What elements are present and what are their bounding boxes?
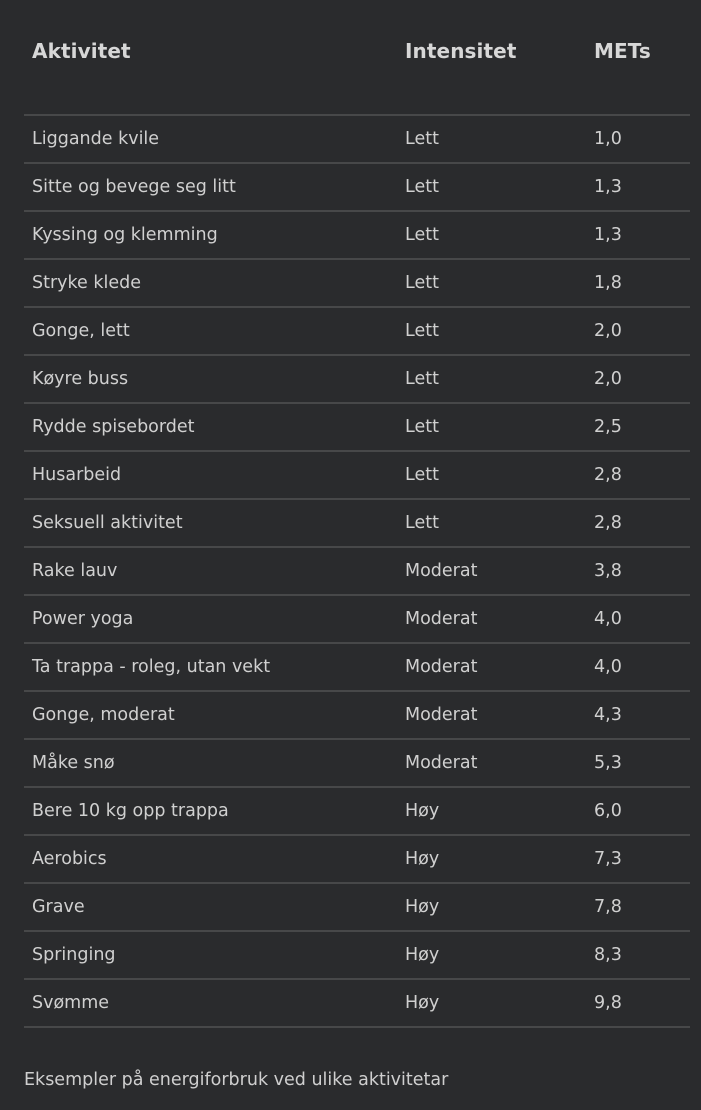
cell-mets: 1,8 [586,259,690,307]
header-intensity: Intensitet [397,20,586,115]
table-row [24,547,690,595]
cell-intensity: Lett [397,259,586,307]
cell-activity: Gonge, lett [24,307,397,355]
table-row [24,835,690,883]
table-row [24,451,690,499]
cell-mets: 5,3 [586,739,690,787]
cell-intensity: Moderat [397,595,586,643]
cell-activity: Køyre buss [24,355,397,403]
cell-mets: 2,5 [586,403,690,451]
cell-mets: 4,0 [586,643,690,691]
cell-intensity: Høy [397,835,586,883]
cell-activity: Springing [24,931,397,979]
cell-intensity: Lett [397,211,586,259]
table-row [24,883,690,931]
cell-mets: 4,0 [586,595,690,643]
cell-activity: Power yoga [24,595,397,643]
cell-mets: 4,3 [586,691,690,739]
cell-activity: Stryke klede [24,259,397,307]
cell-mets: 6,0 [586,787,690,835]
cell-activity: Bere 10 kg opp trappa [24,787,397,835]
cell-activity: Gonge, moderat [24,691,397,739]
cell-intensity: Moderat [397,547,586,595]
cell-activity: Aerobics [24,835,397,883]
cell-mets: 2,0 [586,307,690,355]
header-row [24,20,690,115]
table-row [24,787,690,835]
table-row [24,499,690,547]
header-mets: METs [586,20,690,115]
table-row [24,595,690,643]
cell-activity: Grave [24,883,397,931]
table-header [24,20,690,115]
table-row [24,403,690,451]
met-table [24,20,690,1028]
cell-intensity: Høy [397,931,586,979]
table-row [24,979,690,1027]
cell-intensity: Lett [397,163,586,211]
cell-activity: Kyssing og klemming [24,211,397,259]
table-row [24,643,690,691]
cell-activity: Rydde spisebordet [24,403,397,451]
cell-activity: Sitte og bevege seg litt [24,163,397,211]
cell-mets: 2,8 [586,499,690,547]
cell-mets: 3,8 [586,547,690,595]
table-caption: Eksempler på energiforbruk ved ulike aktivitetar [24,1070,449,1090]
cell-activity: Måke snø [24,739,397,787]
cell-activity: Ta trappa - roleg, utan vekt [24,643,397,691]
cell-intensity: Lett [397,403,586,451]
cell-mets: 1,3 [586,163,690,211]
cell-mets: 9,8 [586,979,690,1027]
cell-activity: Liggande kvile [24,115,397,163]
cell-mets: 1,0 [586,115,690,163]
cell-mets: 2,8 [586,451,690,499]
cell-activity: Husarbeid [24,451,397,499]
cell-intensity: Moderat [397,643,586,691]
cell-activity: Rake lauv [24,547,397,595]
table-row [24,307,690,355]
cell-intensity: Lett [397,451,586,499]
header-activity: Aktivitet [24,20,397,115]
cell-mets: 8,3 [586,931,690,979]
table-row [24,931,690,979]
cell-mets: 7,8 [586,883,690,931]
table-row [24,259,690,307]
table-row [24,163,690,211]
cell-activity: Seksuell aktivitet [24,499,397,547]
cell-intensity: Lett [397,115,586,163]
table-row [24,691,690,739]
cell-intensity: Moderat [397,691,586,739]
cell-intensity: Moderat [397,739,586,787]
table-row [24,211,690,259]
cell-mets: 2,0 [586,355,690,403]
table-row [24,115,690,163]
table-row [24,739,690,787]
cell-intensity: Høy [397,883,586,931]
cell-intensity: Lett [397,499,586,547]
cell-intensity: Høy [397,979,586,1027]
cell-activity: Svømme [24,979,397,1027]
cell-intensity: Høy [397,787,586,835]
table-body [24,115,690,1027]
cell-mets: 1,3 [586,211,690,259]
cell-intensity: Lett [397,307,586,355]
cell-intensity: Lett [397,355,586,403]
table-row [24,355,690,403]
cell-mets: 7,3 [586,835,690,883]
